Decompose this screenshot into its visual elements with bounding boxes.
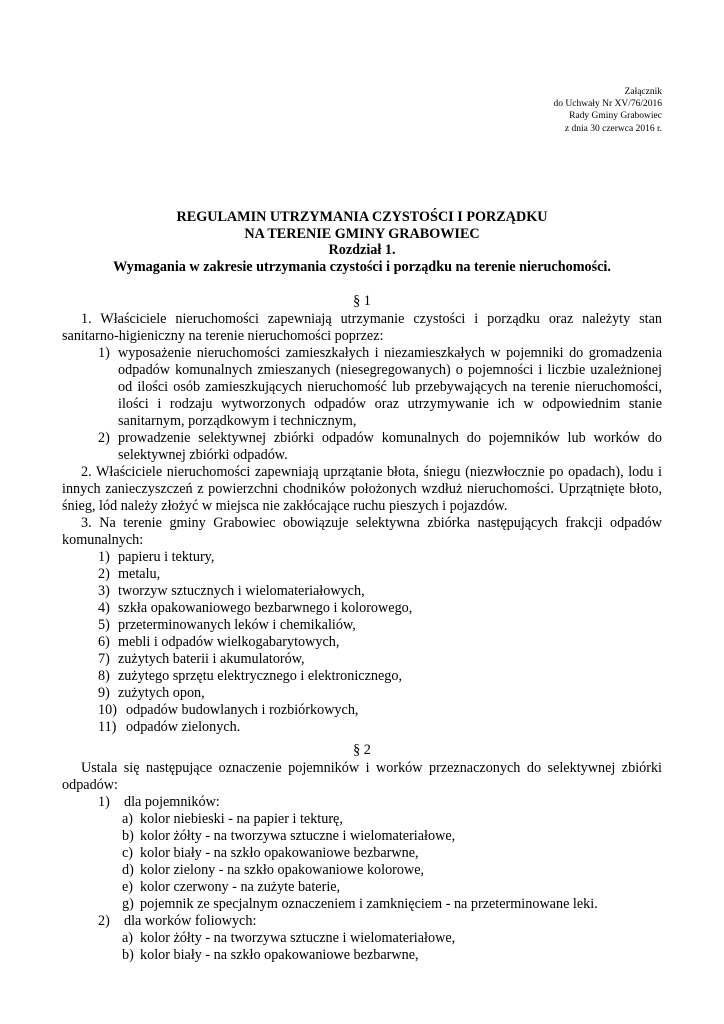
chapter-title: Wymagania w zakresie utrzymania czystości i porządku na terenie nieruchomości. bbox=[113, 258, 611, 275]
sub-list-letter: b) bbox=[122, 947, 134, 963]
list-text: szkła opakowaniowego bezbarwnego i kolorowego, bbox=[118, 600, 413, 616]
list-text: papieru i tektury, bbox=[118, 549, 215, 565]
list-number: 2) bbox=[98, 913, 110, 929]
section-2-body bbox=[62, 760, 662, 964]
chapter-number: Rozdział 1. bbox=[328, 242, 396, 259]
list-number: 6) bbox=[98, 634, 110, 650]
list-text: dla pojemników: bbox=[124, 794, 220, 810]
sub-list-item bbox=[62, 896, 662, 913]
sub-list-item bbox=[62, 811, 662, 828]
sub-list-item bbox=[62, 845, 662, 862]
list-number: 8) bbox=[98, 668, 110, 684]
paragraph: 1. Właściciele nieruchomości zapewniają utrzymanie czystości i porządku oraz należyty stan sanitarno-higieniczny na terenie nieruchomości poprzez: bbox=[62, 311, 662, 344]
list-item bbox=[62, 651, 662, 668]
list-item bbox=[62, 685, 662, 702]
sub-list-letter: a) bbox=[122, 811, 134, 827]
sub-list-text: kolor biały - na szkło opakowaniowe bezbarwne, bbox=[140, 845, 419, 861]
sub-list-text: kolor czerwony - na zużyte baterie, bbox=[140, 879, 341, 895]
list-item bbox=[62, 583, 662, 600]
document-title: REGULAMIN UTRZYMANIA CZYSTOŚCI I PORZĄDKU bbox=[176, 209, 548, 225]
paragraph: Ustala się następujące oznaczenie pojemników i worków przeznaczonych do selektywnej zbiórki odpadów: bbox=[62, 760, 662, 793]
list-text: przeterminowanych leków i chemikaliów, bbox=[118, 617, 356, 633]
sub-list-text: kolor zielony - na szkło opakowaniowe kolorowe, bbox=[140, 862, 425, 878]
list-number: 1) bbox=[98, 345, 110, 361]
list-item bbox=[62, 702, 662, 719]
list-number: 1) bbox=[98, 549, 110, 565]
list-number: 10) bbox=[98, 702, 117, 718]
annex-header bbox=[554, 86, 662, 135]
list-number: 11) bbox=[98, 719, 117, 735]
sub-list-item bbox=[62, 828, 662, 845]
list-number: 4) bbox=[98, 600, 110, 616]
list-item bbox=[62, 430, 662, 464]
list-text: mebli i odpadów wielkogabarytowych, bbox=[118, 634, 340, 650]
section-1-heading: § 1 bbox=[353, 293, 371, 309]
sub-list-text: kolor żółty - na tworzywa sztuczne i wielomateriałowe, bbox=[140, 930, 456, 946]
sub-list-letter: a) bbox=[122, 930, 134, 946]
list-number: 5) bbox=[98, 617, 110, 633]
sub-list-letter: d) bbox=[122, 862, 134, 878]
list-number: 2) bbox=[98, 430, 110, 446]
list-item bbox=[62, 600, 662, 617]
sub-list-item bbox=[62, 947, 662, 964]
section-1-body bbox=[62, 311, 662, 736]
section-2-heading: § 2 bbox=[353, 742, 371, 758]
document-title-block bbox=[0, 209, 724, 275]
list-item bbox=[62, 668, 662, 685]
annex-line: do Uchwały Nr XV/76/2016 bbox=[553, 99, 662, 110]
list-text: odpadów budowlanych i rozbiórkowych, bbox=[126, 702, 359, 718]
annex-line: Rady Gminy Grabowiec bbox=[569, 111, 662, 122]
sub-list-item bbox=[62, 862, 662, 879]
list-text: prowadzenie selektywnej zbiórki odpadów komunalnych do pojemników lub worków do selektywnej zbiórki odpadów. bbox=[118, 430, 662, 463]
list-text: dla worków foliowych: bbox=[124, 913, 257, 929]
list-text: odpadów zielonych. bbox=[126, 719, 241, 735]
list-text: zużytych baterii i akumulatorów, bbox=[118, 651, 305, 667]
list-item bbox=[62, 566, 662, 583]
sub-list-item bbox=[62, 879, 662, 896]
list-number: 1) bbox=[98, 794, 110, 810]
annex-line: Załącznik bbox=[624, 87, 662, 97]
paragraph: 2. Właściciele nieruchomości zapewniają uprzątanie błota, śniegu (niezwłocznie po opadach), lodu i innych zanieczyszczeń z powierzchni chodników położonych wzdłuż nieruchomości. Uprzątnięte błoto, śnieg, lód należy złożyć w miejsca nie zakłócające ruchu pieszych i pojazdów. bbox=[62, 464, 662, 514]
paragraph: 3. Na terenie gminy Grabowiec obowiązuje selektywna zbiórka następujących frakcji odpadów komunalnych: bbox=[62, 515, 662, 548]
list-number: 7) bbox=[98, 651, 110, 667]
list-text: zużytych opon, bbox=[118, 685, 205, 701]
sub-list-text: pojemnik ze specjalnym oznaczeniem i zamknięciem - na przeterminowane leki. bbox=[140, 896, 598, 912]
sub-list-item bbox=[62, 930, 662, 947]
list-number: 9) bbox=[98, 685, 110, 701]
list-item bbox=[62, 345, 662, 430]
document-subtitle: NA TERENIE GMINY GRABOWIEC bbox=[244, 225, 480, 242]
sub-list-letter: g) bbox=[122, 896, 134, 912]
sub-list-letter: b) bbox=[122, 828, 134, 844]
list-item bbox=[62, 794, 662, 811]
list-item bbox=[62, 617, 662, 634]
sub-list-text: kolor żółty - na tworzywa sztuczne i wielomateriałowe, bbox=[140, 828, 456, 844]
list-text: wyposażenie nieruchomości zamieszkałych i niezamieszkałych w pojemniki do gromadzenia odpadów komunalnych zmieszanych (niesegregowanych) o pojemności i liczbie uzależnionej od ilości osób zamieszkujących nieruchomość lub przebywających na terenie nieruchomości, ilości i rodzaju wytworzonych odpadów oraz utrzymywanie ich w odpowiednim stanie sanitarnym, porządkowym i technicznym, bbox=[118, 345, 662, 429]
list-text: zużytego sprzętu elektrycznego i elektronicznego, bbox=[118, 668, 403, 684]
list-text: tworzyw sztucznych i wielomateriałowych, bbox=[118, 583, 365, 599]
sub-list-text: kolor niebieski - na papier i tekturę, bbox=[140, 811, 343, 827]
list-item bbox=[62, 913, 662, 930]
sub-list-letter: c) bbox=[122, 845, 134, 861]
sub-list-text: kolor biały - na szkło opakowaniowe bezbarwne, bbox=[140, 947, 419, 963]
list-item bbox=[62, 634, 662, 651]
list-item bbox=[62, 719, 662, 736]
list-number: 2) bbox=[98, 566, 110, 582]
sub-list-letter: e) bbox=[122, 879, 134, 895]
list-text: metalu, bbox=[118, 566, 161, 582]
list-number: 3) bbox=[98, 583, 110, 599]
annex-line: z dnia 30 czerwca 2016 r. bbox=[564, 123, 662, 134]
list-item bbox=[62, 549, 662, 566]
